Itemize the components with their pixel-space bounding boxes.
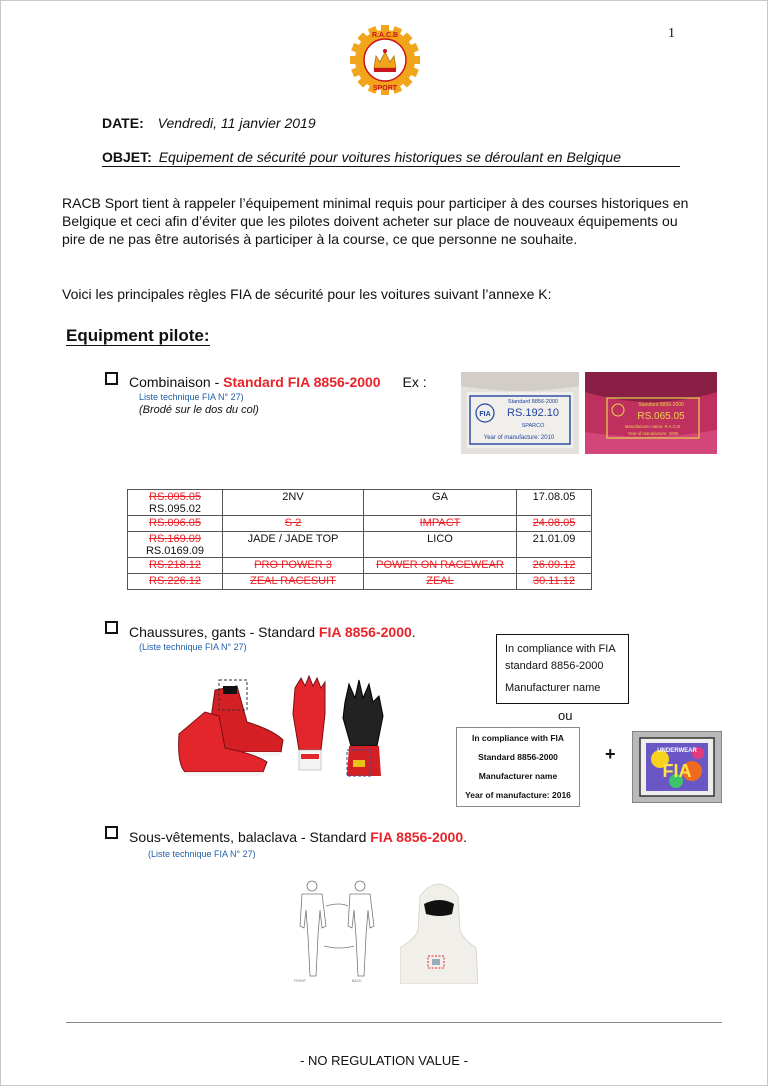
- plus-sign: +: [605, 744, 616, 764]
- combinaison-standard: Standard FIA 8856-2000: [223, 374, 381, 390]
- combinaison-checkbox[interactable]: [105, 372, 118, 385]
- suit-label-photo-blue: [461, 372, 579, 454]
- combinaison-label: Combinaison -: [129, 374, 224, 390]
- table-row: RS.096.05 S 2 IMPACT 24.08.05: [128, 516, 592, 532]
- combinaison-line: [129, 374, 427, 390]
- subject-line: [102, 149, 680, 167]
- compliance-label-box: In compliance with FIA standard 8856-2000 Manufacturer name: [496, 634, 629, 704]
- balaclava-image: [400, 876, 478, 984]
- page-number: 1: [668, 26, 675, 41]
- table-row: RS.218.12 PRO POWER 3 POWER ON RACEWEAR 26.09.12: [128, 558, 592, 574]
- compliance-label-box-2: In compliance with FIA Standard 8856-2000 Manufacturer name Year of manufacture: 2016: [456, 727, 580, 807]
- chaussures-standard: FIA 8856-2000: [318, 624, 412, 640]
- chaussures-label: Chaussures, gants - Standard: [129, 624, 319, 640]
- svg-text:RS.192.10: RS.192.10: [507, 407, 559, 419]
- svg-text:SPARCO: SPARCO: [521, 423, 545, 429]
- sous-vetements-line: Sous-vêtements, balaclava - Standard FIA 8856-2000.: [129, 829, 468, 845]
- ou-text: ou: [558, 708, 573, 723]
- intro-paragraph: RACB Sport tient à rappeler l’équipement minimal requis pour participer à des courses historiques en Belgique et ceci afin d’éviter que les pilotes doivent acheter sur place de nouveaux équipements ou pire de ne pas être autorisés à participer à la course, ce que personne ne souhaite.: [62, 195, 689, 247]
- svg-text:Manufacturer name: R.A.C.B.: Manufacturer name: R.A.C.B.: [624, 424, 682, 429]
- subject-value: Equipement de sécurité pour voitures historiques se déroulant en Belgique: [158, 149, 621, 165]
- chaussures-line: Chaussures, gants - Standard FIA 8856-2000.: [129, 624, 416, 640]
- subject-label: OBJET:: [102, 149, 152, 165]
- shoes-gloves-image: [175, 672, 397, 782]
- date-line: [102, 115, 316, 131]
- svg-text:RS.065.05: RS.065.05: [637, 411, 685, 422]
- chaussures-liste: (Liste technique FIA N° 27): [139, 642, 247, 652]
- underwear-diagram: [290, 876, 396, 984]
- rules-intro: Voici les principales règles FIA de sécurité pour les voitures suivant l’annexe K:: [62, 286, 552, 302]
- suit-label-photo-pink: [585, 372, 717, 454]
- svg-text:BACK: BACK: [352, 979, 362, 983]
- example-label: Ex :: [402, 374, 427, 390]
- svg-text:Standard 8856-2000: Standard 8856-2000: [638, 402, 684, 408]
- table-row: RS.226.12 ZEAL RACESUIT ZEAL 30.11.12: [128, 574, 592, 590]
- svg-text:R.A.C.B: R.A.C.B: [371, 32, 399, 39]
- table-row: RS.169.09 RS.0169.09 JADE / JADE TOP LICO 21.01.09: [128, 532, 592, 558]
- fia-hologram-image: [632, 731, 722, 803]
- date-label: DATE:: [102, 115, 144, 131]
- combinaison-liste: Liste technique FIA N° 27): [139, 392, 244, 402]
- svg-text:FIA: FIA: [662, 761, 692, 781]
- footer-text: - NO REGULATION VALUE -: [300, 1053, 468, 1068]
- combinaison-note: (Brodé sur le dos du col): [139, 404, 259, 416]
- svg-text:Year of manufacture: 2010: Year of manufacture: 2010: [483, 435, 555, 441]
- footer-divider: [66, 1022, 722, 1023]
- table-row: RS.095.05 RS.095.02 2NV GA 17.08.05: [128, 490, 592, 516]
- svg-text:FIA: FIA: [479, 411, 491, 418]
- sous-vetements-label: Sous-vêtements, balaclava - Standard: [129, 829, 371, 845]
- sous-vetements-standard: FIA 8856-2000: [370, 829, 464, 845]
- racb-sport-logo: [349, 24, 421, 96]
- svg-text:Year of manufacture: 2005: Year of manufacture: 2005: [627, 431, 679, 436]
- section-title: Equipment pilote:: [66, 326, 210, 345]
- svg-text:Standard 8856-2000: Standard 8856-2000: [507, 399, 559, 405]
- sous-vetements-checkbox[interactable]: [105, 826, 118, 839]
- homologation-table: [127, 489, 592, 590]
- date-value: Vendredi, 11 janvier 2019: [157, 115, 316, 131]
- sous-vetements-liste: (Liste technique FIA N° 27): [148, 849, 256, 859]
- svg-text:FRONT: FRONT: [294, 979, 307, 983]
- svg-text:SPORT: SPORT: [372, 85, 398, 92]
- svg-text:UNDERWEAR: UNDERWEAR: [657, 748, 697, 754]
- chaussures-checkbox[interactable]: [105, 621, 118, 634]
